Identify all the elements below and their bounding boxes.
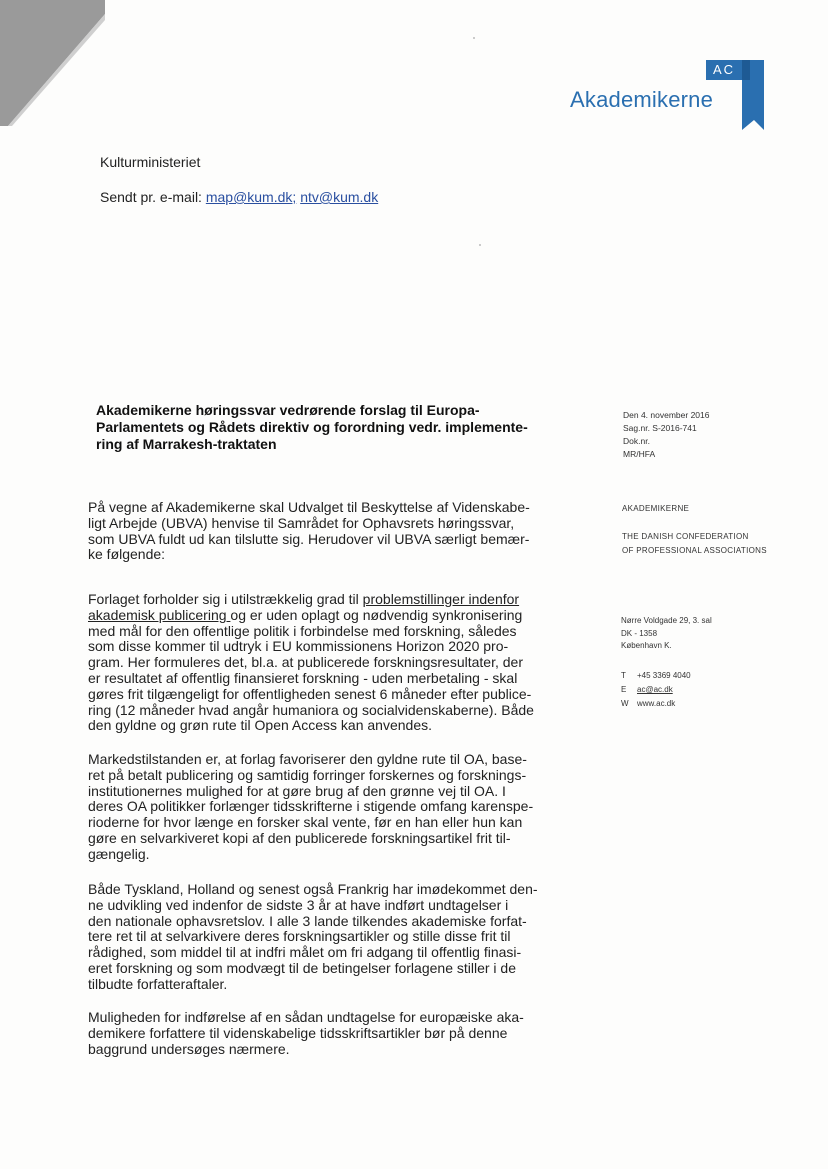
org-english-line2: OF PROFESSIONAL ASSOCIATIONS — [622, 546, 767, 555]
org-english-line1: THE DANISH CONFEDERATION — [622, 532, 749, 541]
recipient: Kulturministeriet — [100, 154, 201, 170]
contact-email-link[interactable]: ac@ac.dk — [637, 685, 673, 694]
logo-wordmark: Akademikerne — [570, 87, 714, 112]
document-meta — [623, 409, 709, 461]
address-city: København K. — [621, 641, 672, 650]
paragraph-2: Forlaget forholder sig i utilstrækkelig grad til problemstillinger indenfor akademisk publicering og er uden oplagt og nødvendig synkronisering med mål for den offentlige politik i forbindelse med forskning, således som disse kommer til udtryk i EU kommissionens Horizon 2020 pro- gram. Her formuleres det, bl.a. at publicerede forskningsresultater, der er resultatet af offentlig finansieret forskning - uden merbetaling - skal gøres frit tilgængeligt for offentligheden senest 6 måneder efter publice- ring (12 måneder hvad angår humaniora og socialvidenskaberne). Både den gyldne og grøn rute til Open Access kan anvendes. — [88, 591, 534, 734]
contact-phone: T +45 3369 4040 — [621, 671, 691, 680]
sent-by-email — [100, 189, 378, 205]
meta-doc-number: Dok.nr. — [623, 436, 650, 446]
akademikerne-logo — [568, 60, 768, 135]
logo-ac-badge: AC — [706, 60, 742, 80]
contact-web-link[interactable]: www.ac.dk — [637, 699, 676, 708]
scan-corner-shadow — [0, 0, 110, 130]
contact-email: E ac@ac.dk — [621, 685, 673, 694]
contact-web: W www.ac.dk — [621, 699, 676, 708]
subject-line: Akademikerne høringssvar vedrørende forslag til Europa- — [96, 402, 480, 418]
subject-line: ring af Marrakesh-traktaten — [96, 436, 277, 452]
scan-speck — [473, 37, 475, 39]
paragraph-3: Markedstilstanden er, at forlag favoriserer den gyldne rute til OA, base- ret på betalt publicering og samtidig forringer forskernes og forsknings- institutionernes mulighed for at gøre brug af den grønne vej til OA. I deres OA politikker forlænger tidsskrifterne i stigende omfang karenspe- rioderne for hvor længe en forsker skal vente, før en han eller hun kan gøre en selvarkiveret kopi af den publicerede forskningsartikel frit til- gængelig. — [88, 751, 534, 862]
org-name: AKADEMIKERNE — [622, 504, 690, 513]
address-block — [621, 615, 712, 653]
address-street: Nørre Voldgade 29, 3. sal — [621, 616, 712, 625]
logo-ribbon-icon — [742, 60, 768, 135]
scan-speck — [479, 244, 481, 246]
meta-case-number: Sag.nr. S-2016-741 — [623, 423, 697, 433]
organisation-block — [622, 502, 767, 558]
address-postal: DK - 1358 — [621, 628, 658, 638]
email-link-ntv[interactable]: ntv@kum.dk — [300, 189, 379, 205]
contact-block — [621, 669, 691, 711]
meta-date: Den 4. november 2016 — [623, 410, 710, 420]
paragraph-4: Både Tyskland, Holland og senest også Frankrig har imødekommet den- ne udvikling ved indenfor de sidste 3 år at have indført undtagelser i den nationale ophavsretslov. I alle 3 lande tilkendes akademiske forfat- tere ret til at selvarkivere deres forskningsartikler og stille disse frit til rådighed, som middel til at indfri målet om fri adgang til offentlig finasi- eret forskning og som modvægt til de betingelser forlagene stiller i de tilbudte forfatteraftaler. — [88, 881, 538, 992]
sent-prefix: Sendt pr. e-mail: — [100, 189, 202, 205]
email-link-map[interactable]: map@kum.dk; — [205, 189, 297, 205]
subject-line: Parlamentets og Rådets direktiv og forordning vedr. implemente- — [96, 419, 528, 435]
paragraph-5: Muligheden for indførelse af en sådan undtagelse for europæiske aka- demikere forfattere til videnskabelige tidsskriftsartikler bør på denne baggrund undersøges nærmere. — [88, 1009, 524, 1057]
underlined-phrase: problemstillinger indenfor — [362, 591, 520, 607]
paragraph-1: På vegne af Akademikerne skal Udvalget til Beskyttelse af Videnskabe- ligt Arbejde (UBVA) henvise til Samrådet for Ophavsrets høringssvar, som UBVA fuldt ud kan tilslutte sig. Herudover vil UBVA særligt bemær- ke følgende: — [88, 499, 530, 563]
meta-initials: MR/HFA — [623, 449, 656, 459]
underlined-phrase: akademisk publicering — [88, 606, 231, 623]
subject-heading — [96, 402, 596, 453]
